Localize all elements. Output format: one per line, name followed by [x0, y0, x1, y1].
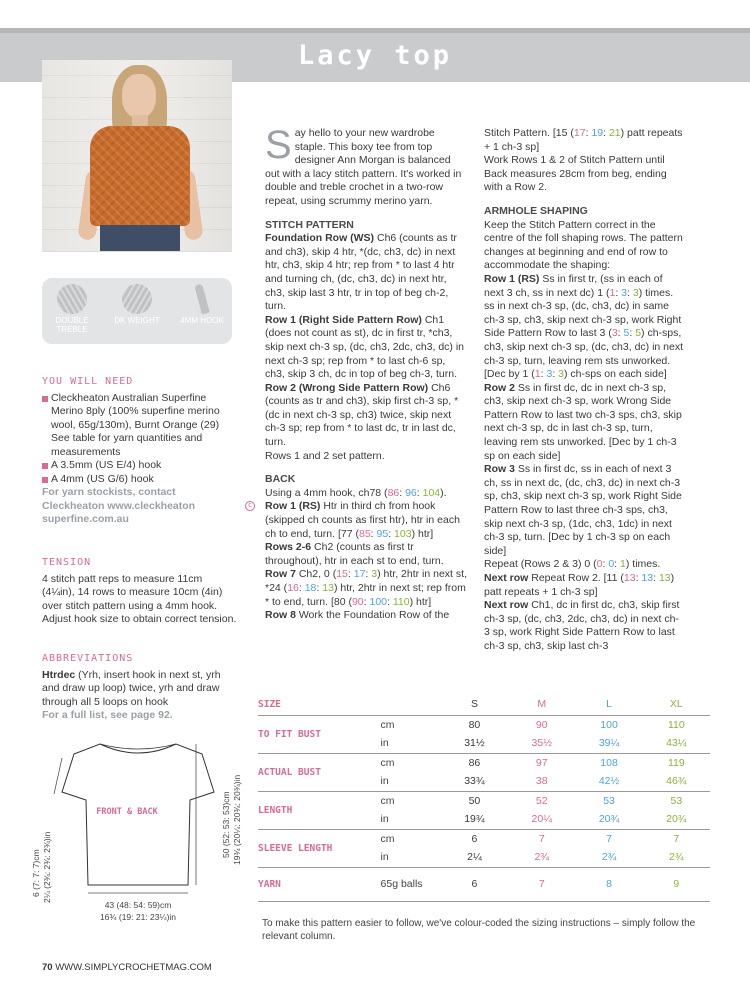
column-1 — [265, 123, 468, 623]
unit-cell: in — [380, 775, 389, 788]
size-xl-value: 3 — [558, 368, 564, 381]
armhole-next-row-2 — [484, 599, 684, 653]
length-in: 19¾ (20¼: 20¾: 20¾)in — [232, 774, 242, 865]
cell-l: 8 — [575, 867, 642, 901]
text-span: Htr in third ch from hook (skipped ch counts as first htr), htr in each ch to end, turn. [77 ( — [265, 500, 460, 540]
text-span: ) times. — [625, 558, 661, 571]
text-span: Ch2 (counts as first tr throughout), htr in each st to end, turn. — [265, 541, 444, 567]
cell-l: 20¾ — [598, 813, 620, 826]
abbreviation-term: Htrdec — [42, 668, 76, 681]
unit-cell — [381, 696, 441, 715]
text-span: Work the Foundation Row of the — [295, 609, 450, 622]
row-label: Next row — [484, 599, 529, 612]
size-m-value: 16 — [287, 582, 299, 594]
pattern-row-2 — [265, 382, 468, 450]
size-m-value: 15 — [336, 568, 348, 581]
size-m-value: 86 — [387, 486, 400, 499]
text-span: Ch2, 0 ( — [295, 568, 337, 581]
text-span: ) times. ss in next ch-3 sp, (dc, ch3, dc) in same ch-3 sp, ch3, skip next ch-3 sp, work Right Side Pattern Row to last 3 ( — [484, 286, 682, 340]
diagram-label: FRONT & BACK — [96, 807, 158, 817]
size-l-value: 18 — [304, 582, 317, 594]
page-title: Lacy top — [297, 40, 453, 71]
text-span: Repeat Row 2. [11 ( — [528, 572, 624, 584]
model-photo — [42, 60, 232, 252]
icon-label: DK WEIGHT — [114, 316, 160, 325]
cell-s: 33¾ — [464, 775, 485, 788]
stitch-pattern-heading: STITCH PATTERN — [265, 218, 354, 231]
row-label: Row 7 — [265, 568, 296, 581]
unit-cell: in — [380, 737, 389, 750]
cell-l: 53 — [575, 791, 642, 810]
icon-double-treble — [46, 284, 98, 334]
intro-paragraph — [265, 123, 468, 209]
size-table-header — [258, 696, 710, 715]
text-span: Ss in first dc, dc in next ch-3 sp, ch3, skip next ch-3 sp, work Wrong Side Pattern Row to last two ch-3 sps, ch3, skip next ch-3 sp, dc in last ch-3 sp, turn, leaving rem sts unworked. [Dec by 1 ch-3 sp on each side] — [484, 381, 682, 462]
list-item: A 3.5mm (US E/4) hook — [42, 459, 237, 473]
cell-xl: 46¾ — [666, 775, 687, 788]
drop-cap: S — [265, 123, 292, 167]
stockists-link[interactable]: For yarn stockists, contact Cleckheaton www.cleckheaton superfine.com.au — [42, 486, 196, 525]
cell-m: 7 — [508, 867, 575, 901]
sleeve-cm: 6 (7: 7: 7)cm — [31, 849, 41, 897]
text-span: ) htr, 2htr in next st; rep from * to end, turn. [80 ( — [265, 582, 466, 608]
table-row — [258, 715, 710, 734]
size-s-header: S — [441, 696, 508, 715]
you-will-need-section — [42, 375, 237, 527]
abbreviations-heading: ABBREVIATIONS — [42, 653, 134, 664]
width-in: 16¾ (19: 21: 23¼)in — [99, 912, 177, 922]
sleeve-in: 2¼ (2¾: 2¾: 2¾)in — [42, 831, 52, 903]
back-row-8 — [265, 609, 468, 623]
foundation-row-text: Ch6 (counts as tr and ch3), skip 4 htr, *(dc, ch3, dc) in next htr, ch3, skip 4 htr; rep from * to last 4 htr and turning ch, (dc, ch3, dc) in next htr, ch3, skip last 3 htr, tr in top of beg ch-2, turn. — [265, 232, 457, 313]
icon-hook — [176, 284, 228, 325]
pattern-row-1-text: Ch1 (does not count as st), dc in first tr, *ch3, skip next ch-3 sp, (dc, ch3, 2dc, ch3, dc) in next ch-3 sp; rep from * to last ch-6 sp, ch3, skip 3 ch, dc in top of beg ch-3, turn. — [265, 313, 465, 381]
size-l-value: 95 — [376, 527, 389, 540]
footer-site[interactable]: WWW.SIMPLYCROCHETMAG.COM — [55, 962, 212, 973]
table-row — [258, 867, 710, 901]
abbreviations-section — [42, 652, 237, 723]
size-xl-value: 104 — [422, 486, 441, 499]
unit-cell: cm — [381, 791, 441, 810]
dk-weight-icon — [122, 284, 152, 314]
pattern-set-text: Rows 1 and 2 set pattern. — [265, 449, 385, 462]
size-xl-value: 21 — [608, 127, 621, 139]
cell-xl: 53 — [643, 791, 710, 810]
row-label: SLEEVE LENGTH — [258, 829, 381, 867]
armhole-repeat: Repeat (Rows 2 & 3) 0 (0: 0: 1) times. — [484, 558, 661, 571]
cell-s: 2¼ — [467, 851, 482, 864]
icon-label: 4MM HOOK — [180, 316, 224, 325]
row-label: Row 8 — [265, 609, 296, 622]
text-span: Ch1, dc in first dc, ch3, skip first ch-3 sp, (dc, ch3, 2dc, ch3, dc) in next ch-3 sp, work Right Side Pattern Row to last ch-3 sp, ch3, skip last ch-3 — [484, 599, 680, 652]
abbreviation-text: (Yrh, insert hook in next st, yrh and draw up loop) twice, yrh and draw through all 5 loops on hook — [42, 668, 221, 708]
table-row — [258, 753, 710, 772]
size-m-header: M — [508, 696, 575, 715]
column-2 — [484, 127, 684, 654]
model-jeans — [100, 225, 180, 252]
intro-text: ay hello to your new wardrobe staple. This boxy tee from top designer Ann Morgan is balanced out with a lacy stitch pattern. It's worked in double and treble crochet in a two-row repeat, using scrummy merino yarn. — [265, 127, 462, 207]
size-l-value: 3 — [546, 368, 553, 381]
size-m-value: 0 — [596, 558, 603, 571]
unit-cell: in — [380, 813, 389, 826]
double-treble-icon — [57, 284, 87, 314]
cell-l: 108 — [575, 753, 642, 772]
cell-xl: 7 — [643, 829, 710, 848]
size-m-value: 85 — [358, 527, 371, 540]
cell-xl: 119 — [643, 753, 710, 772]
armhole-row-2 — [484, 382, 684, 464]
text-span: ) patt repeats + 1 ch-3 sp] — [484, 572, 675, 598]
back-heading: BACK — [265, 473, 296, 486]
row-label: Row 3 — [484, 463, 515, 476]
armhole-row-1: Row 1 (RS) Ss in first tr, (ss in each of next 3 ch, ss in next dc) 1 (1: 3: 3) times. ss in next ch-3 sp, (dc, ch3, dc) in same ch-3 sp, ch3, skip next ch-3 sp, work Right Side Pattern Row to last 3 (3: 5: 5) ch-sps, ch3, skip next ch-3 sp, (dc, ch3, dc) in next ch-3 sp, turn, leaving rem sts unworked. [Dec by 1 (1: 3: 3) ch-sps on each side] — [484, 272, 684, 381]
column-marker: c — [245, 501, 255, 511]
length-cm: 50 (52: 53: 53)cm — [221, 791, 231, 858]
pattern-row-2-text: Ch6 (counts as tr and ch3), skip first ch-3 sp, *(dc in next ch-3 sp, ch3) twice, skip next ch-3 sp; rep from * to last dc, tr in last dc, turn. — [265, 381, 459, 449]
abbreviation-entry — [42, 669, 237, 710]
tension-heading: TENSION — [42, 557, 92, 568]
size-xl-value: 3 — [371, 568, 378, 581]
cell-l: 7 — [575, 829, 642, 848]
width-cm: 43 (48: 54: 59)cm — [104, 900, 172, 910]
abbreviations-link[interactable]: For a full list, see page 92. — [42, 709, 173, 721]
size-xl-value: 13 — [322, 582, 334, 594]
size-xl-value: 1 — [620, 558, 626, 571]
row-label: Row 1 (RS) — [265, 500, 321, 513]
cell-m: 38 — [535, 775, 548, 788]
table-row — [258, 791, 710, 810]
cell-s: 50 — [441, 791, 508, 810]
size-l-value: 100 — [369, 595, 388, 608]
row-label: LENGTH — [258, 791, 381, 829]
size-m-value: 1 — [534, 368, 541, 381]
text-span: Repeat (Rows 2 & 3) 0 ( — [484, 558, 597, 571]
unit-cell: 65g balls — [381, 867, 441, 901]
size-xl-header: XL — [643, 696, 710, 715]
unit-cell: cm — [380, 718, 395, 731]
cell-m: 97 — [508, 753, 575, 772]
cell-xl: 9 — [643, 867, 710, 901]
title-band-stripe — [0, 28, 750, 33]
size-header-label: SIZE — [258, 696, 381, 715]
text-span: Ss in first dc, ss in each of next 3 ch, ss in next dc, (dc, ch3, dc) in next ch-3 sp, ch3, skip next ch-3 sp, work Right Side Pattern Row to last three ch-3 sps, ch3, skip next ch-3 sp, (1dc, ch3, 1dc) in next ch-3 sp, turn. [Dec by 1 ch-3 sp on each side] — [484, 463, 682, 557]
size-xl-value: 13 — [658, 572, 671, 584]
colour-code-note: To make this pattern easier to follow, we've colour-coded the sizing instructions – simply follow the relevant column. — [262, 918, 696, 942]
model-face — [122, 74, 156, 118]
cell-m: 2¾ — [534, 851, 550, 864]
pattern-row-2-label: Row 2 (Wrong Side Pattern Row) — [265, 381, 429, 394]
row-label: TO FIT BUST — [258, 728, 321, 740]
cell-xl: 20¾ — [666, 813, 687, 826]
text-span: Using a 4mm hook, ch78 ( — [265, 486, 388, 499]
list-item: A 4mm (US G/6) hook — [42, 473, 237, 487]
text-span: ) ch-sps on each side] — [564, 368, 667, 381]
size-table — [258, 696, 710, 902]
cell-xl: 110 — [667, 718, 685, 731]
page-footer — [42, 962, 212, 973]
cell-s: 6 — [441, 867, 508, 901]
page-number: 70 — [42, 962, 53, 973]
size-l-header: L — [575, 696, 642, 715]
back-row-7: Row 7 Ch2, 0 (15: 17: 3) htr, 2htr in next st, *24 (16: 18: 13) htr, 2htr in next st; rep from * to end, turn. [80 (90: 100: 110) htr] — [265, 568, 467, 608]
text-span: ) patt repeats + 1 ch-3 sp] — [484, 127, 683, 153]
cell-l: 100 — [600, 718, 618, 731]
you-will-need-heading: YOU WILL NEED — [42, 376, 134, 387]
armhole-intro: Keep the Stitch Pattern correct in the centre of the foll shaping rows. The pattern changes at beginning and end of row to accommodate the shaping: — [484, 218, 683, 272]
text-span: ) htr] — [409, 595, 432, 608]
garment-diagram — [30, 740, 245, 930]
size-m-value: 17 — [573, 127, 586, 139]
foundation-row-label: Foundation Row (WS) — [265, 232, 375, 245]
cell-s: 6 — [441, 829, 508, 848]
cell-l: 2¾ — [601, 851, 617, 864]
sleeve-dimension-line — [54, 758, 62, 794]
size-l-value: 3 — [621, 286, 628, 299]
size-l-value: 13 — [641, 572, 654, 584]
row-label: YARN — [258, 867, 381, 901]
size-l-value: 5 — [623, 327, 630, 340]
icon-label: DOUBLE TREBLE — [55, 316, 89, 334]
back-rows-2-6 — [265, 541, 468, 568]
cell-s: 86 — [441, 753, 508, 772]
cell-s: 19¾ — [464, 813, 485, 826]
unit-cell: cm — [381, 829, 441, 848]
size-m-value: 13 — [623, 572, 636, 584]
pattern-row-1 — [265, 314, 468, 382]
list-item: Cleckheaton Australian Superfine Merino 8ply (100% superfine merino wool, 65g/130m), Burnt Orange (29) See table for yarn quantities and measurements — [42, 392, 237, 460]
cell-m: 90 — [535, 718, 548, 731]
cell-xl: 2¾ — [669, 851, 684, 864]
cell-l: 42½ — [598, 775, 620, 788]
size-l-value: 17 — [353, 568, 366, 581]
back-row-1: Row 1 (RS) Htr in third ch from hook (skipped ch counts as first htr), htr in each ch to end, turn. [77 (85: 95: 103) htr] — [265, 500, 460, 540]
lacy-top-garment — [90, 126, 190, 226]
size-m-value: 90 — [351, 595, 364, 608]
armhole-row-3 — [484, 463, 684, 558]
armhole-next-row-1: Next row Repeat Row 2. [11 (13: 13: 13) patt repeats + 1 ch-3 sp] — [484, 572, 675, 598]
hook-icon — [194, 283, 209, 314]
tension-text: 4 stitch patt reps to measure 11cm (4¼in), 14 rows to measure 10cm (4in) over stitch pattern using a 4mm hook. Adjust hook size to obtain correct tension. — [42, 572, 237, 625]
size-l-value: 19 — [591, 127, 604, 139]
cell-xl: 43¼ — [666, 737, 687, 750]
unit-cell: cm — [381, 753, 441, 772]
back-continued: Stitch Pattern. [15 (17: 19: 21) patt repeats + 1 ch-3 sp] — [484, 127, 683, 153]
size-m-value: 1 — [609, 286, 616, 299]
table-row — [258, 829, 710, 848]
text-span: Ss in first tr, (ss in each of next 3 ch, ss in next dc) 1 ( — [484, 272, 663, 299]
cell-m: 52 — [508, 791, 575, 810]
icon-dk-weight — [111, 284, 163, 325]
size-l-value: 96 — [405, 486, 417, 499]
size-m-value: 3 — [611, 327, 618, 340]
cell-m: 35½ — [531, 737, 552, 750]
row-label: ACTUAL BUST — [258, 753, 381, 791]
info-icons-panel — [42, 278, 232, 344]
row-label: Next row — [484, 572, 529, 584]
row-label: Row 2 — [484, 381, 515, 394]
text-span: ). — [440, 486, 447, 499]
cell-m: 7 — [508, 829, 575, 848]
back-continued-2: Work Rows 1 & 2 of Stitch Pattern until Back measures 28cm from beg, ending with a Row 2. — [484, 154, 667, 194]
text-span: Stitch Pattern. [15 ( — [484, 127, 574, 139]
cell-s: 80 — [468, 718, 481, 731]
size-l-value: 0 — [608, 558, 615, 571]
size-xl-value: 110 — [392, 595, 410, 608]
cell-m: 20¼ — [531, 813, 552, 826]
pattern-row-1-label: Row 1 (Right Side Pattern Row) — [265, 313, 422, 326]
row-label: Rows 2-6 — [265, 541, 312, 554]
cell-s: 31½ — [464, 737, 485, 750]
size-xl-value: 103 — [394, 527, 412, 540]
text-span: ) htr] — [411, 527, 434, 540]
text-span: ) ch-sps, ch3, skip next ch-3 sp, (dc, ch3, dc) in next ch-3 sp, turn, leaving rem sts unworked. [Dec by 1 ( — [484, 327, 684, 381]
text-span: ) htr, 2htr in next st, *24 ( — [265, 568, 467, 594]
back-cast-on: Using a 4mm hook, ch78 (86: 96: 104). — [265, 486, 447, 499]
foundation-row — [265, 232, 468, 314]
cell-l: 39¼ — [598, 737, 620, 750]
size-xl-value: 3 — [632, 286, 639, 299]
row-label: Row 1 (RS) — [484, 272, 540, 285]
size-xl-value: 5 — [635, 327, 642, 340]
armhole-shaping-heading: ARMHOLE SHAPING — [484, 204, 588, 217]
unit-cell: in — [380, 851, 389, 864]
tension-section — [42, 556, 237, 627]
